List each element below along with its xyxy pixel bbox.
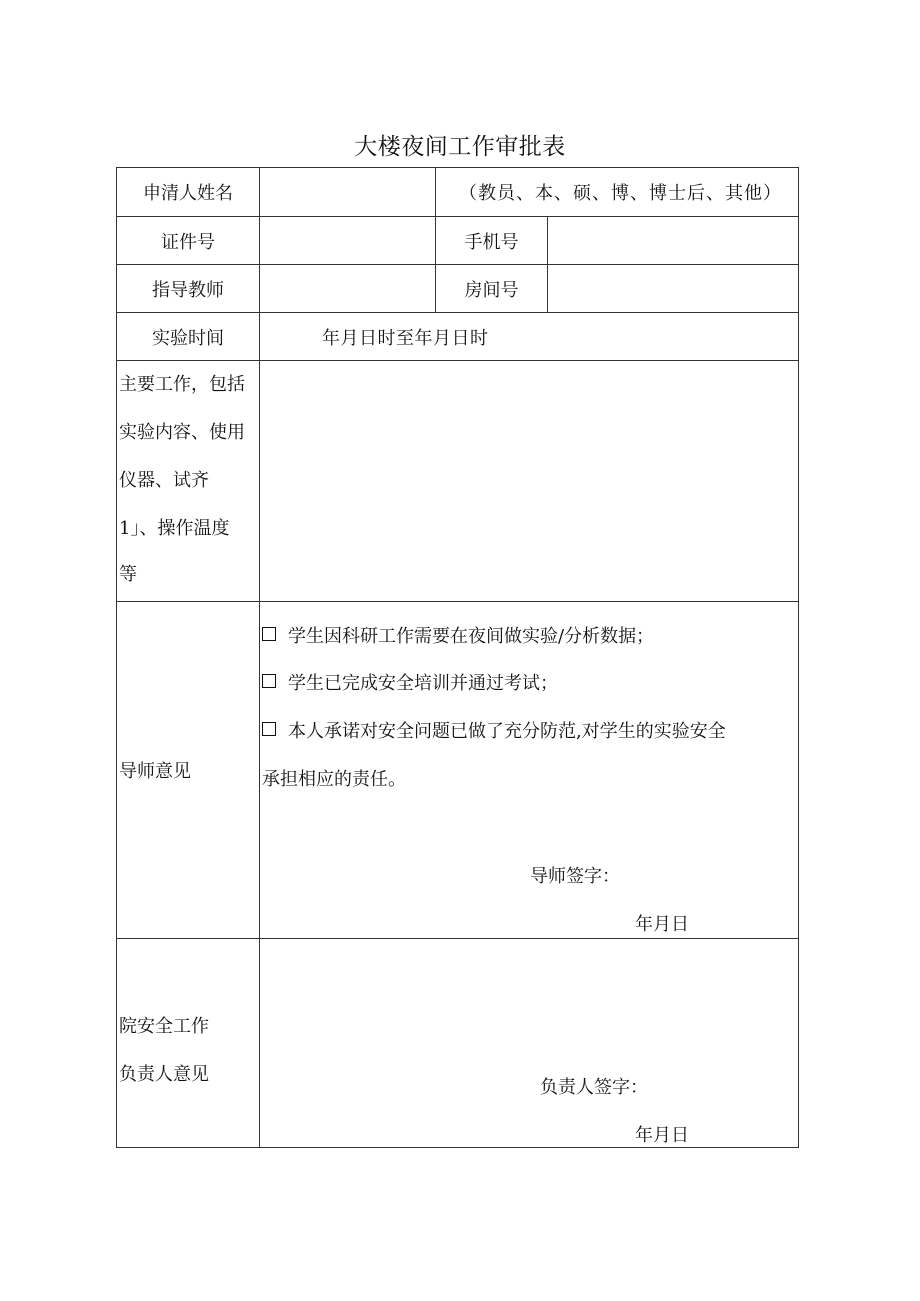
- applicant-name-label: 申清人姓名: [117, 168, 260, 217]
- applicant-category-note: （教员、本、硕、博、博士后、其他）: [436, 168, 799, 217]
- supervisor-date[interactable]: 年月日: [635, 914, 689, 935]
- checklist-item-text: 本人承诺对安全问题已做了充分防范,对学生的实验安全: [288, 721, 726, 742]
- row-supervisor-room: [117, 265, 799, 313]
- safety-opinion-cell: [260, 939, 799, 1148]
- main-work-field[interactable]: [260, 361, 799, 602]
- safety-signature[interactable]: 负责人签字：: [540, 1077, 648, 1098]
- checklist-item-text: 学生已完成安全培训并通过考试；: [288, 673, 558, 694]
- id-field[interactable]: [260, 217, 436, 265]
- supervisor-label: 指导教师: [117, 265, 260, 313]
- supervisor-opinion-cell: [260, 602, 799, 939]
- checklist-item: [262, 717, 726, 743]
- id-label: 证件号: [117, 217, 260, 265]
- checkbox[interactable]: [262, 674, 276, 688]
- row-main-work: [117, 361, 799, 602]
- supervisor-opinion-label: 导师意见: [117, 602, 260, 939]
- main-work-label-line: 等: [119, 564, 137, 585]
- phone-field[interactable]: [548, 217, 799, 265]
- page-title: 大楼夜间工作审批表: [354, 134, 566, 160]
- room-field[interactable]: [548, 265, 799, 313]
- supervisor-field[interactable]: [260, 265, 436, 313]
- row-safety-opinion: [117, 939, 799, 1148]
- main-work-label-line: 实验内容、使用: [119, 422, 245, 443]
- checkbox[interactable]: [262, 627, 276, 641]
- row-experiment-time: [117, 313, 799, 361]
- main-work-label-line: 仪器、试齐: [119, 470, 209, 491]
- room-label: 房间号: [436, 265, 548, 313]
- main-work-label-line: 主要工作，包括: [119, 374, 245, 395]
- phone-label: 手机号: [436, 217, 548, 265]
- safety-date[interactable]: 年月日: [635, 1125, 689, 1146]
- checklist-item: [262, 622, 654, 648]
- safety-label-line: 院安全工作: [119, 1016, 209, 1037]
- checkbox[interactable]: [262, 722, 276, 736]
- applicant-name-field[interactable]: [260, 168, 436, 217]
- approval-form-table: [116, 167, 799, 1148]
- checklist-item-continuation: 承担相应的责任。: [262, 769, 406, 790]
- checklist-item-text: 学生因科研工作需要在夜间做实验/分析数据；: [288, 626, 655, 647]
- safety-label-line: 负责人意见: [119, 1064, 209, 1085]
- experiment-time-field[interactable]: 年月日时至年月日时: [260, 313, 799, 361]
- row-applicant-name: [117, 168, 799, 217]
- supervisor-signature[interactable]: 导师签字：: [530, 866, 620, 887]
- main-work-label-line: 1」、操作温度: [119, 518, 230, 539]
- row-supervisor-opinion: [117, 602, 799, 939]
- checklist-item: [262, 669, 558, 695]
- row-id-phone: [117, 217, 799, 265]
- experiment-time-label: 实验时间: [117, 313, 260, 361]
- safety-opinion-label: [117, 939, 260, 1148]
- main-work-label: [117, 361, 260, 602]
